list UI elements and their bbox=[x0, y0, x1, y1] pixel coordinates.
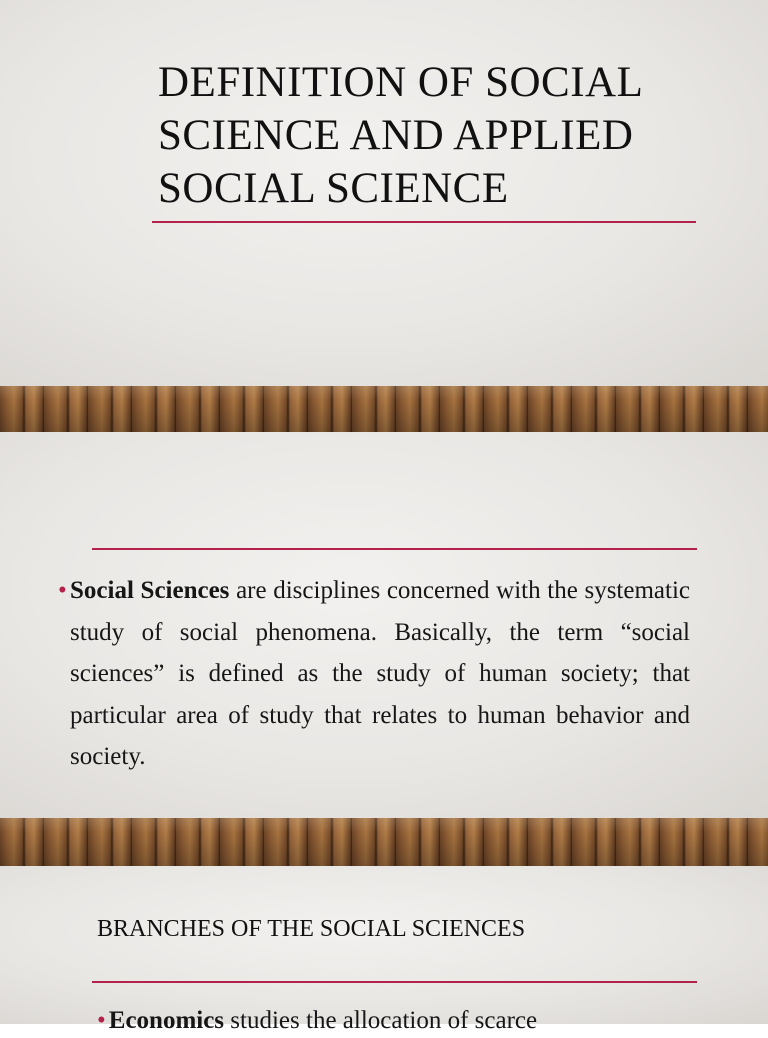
wood-floor-divider bbox=[0, 818, 768, 866]
definition-term: Social Sciences bbox=[70, 577, 230, 604]
branches-rule bbox=[92, 981, 697, 983]
definition-paragraph bbox=[70, 570, 690, 778]
definition-top-rule bbox=[92, 548, 697, 550]
wood-floor-divider bbox=[0, 386, 768, 432]
branches-heading: BRANCHES OF THE SOCIAL SCIENCES bbox=[97, 916, 526, 942]
definition-text: are disciplines concerned with the systematic study of social phenomena. Basically, the term “social sciences” is defined as the study of human society; that particular area of study that relates to human behavior and society. bbox=[70, 577, 690, 770]
bullet-marker: • bbox=[97, 1007, 106, 1034]
economics-term: Economics bbox=[108, 1007, 225, 1034]
economics-bullet-item bbox=[97, 1004, 537, 1038]
economics-text: studies the allocation of scarce bbox=[224, 1007, 538, 1034]
bullet-marker: • bbox=[58, 577, 67, 604]
title-underline-rule bbox=[152, 221, 696, 223]
slide-branches bbox=[0, 866, 768, 1024]
slide-title bbox=[0, 0, 768, 386]
slide-title-heading: DEFINITION OF SOCIAL SCIENCE AND APPLIED SOCIAL SCIENCE bbox=[158, 59, 642, 212]
